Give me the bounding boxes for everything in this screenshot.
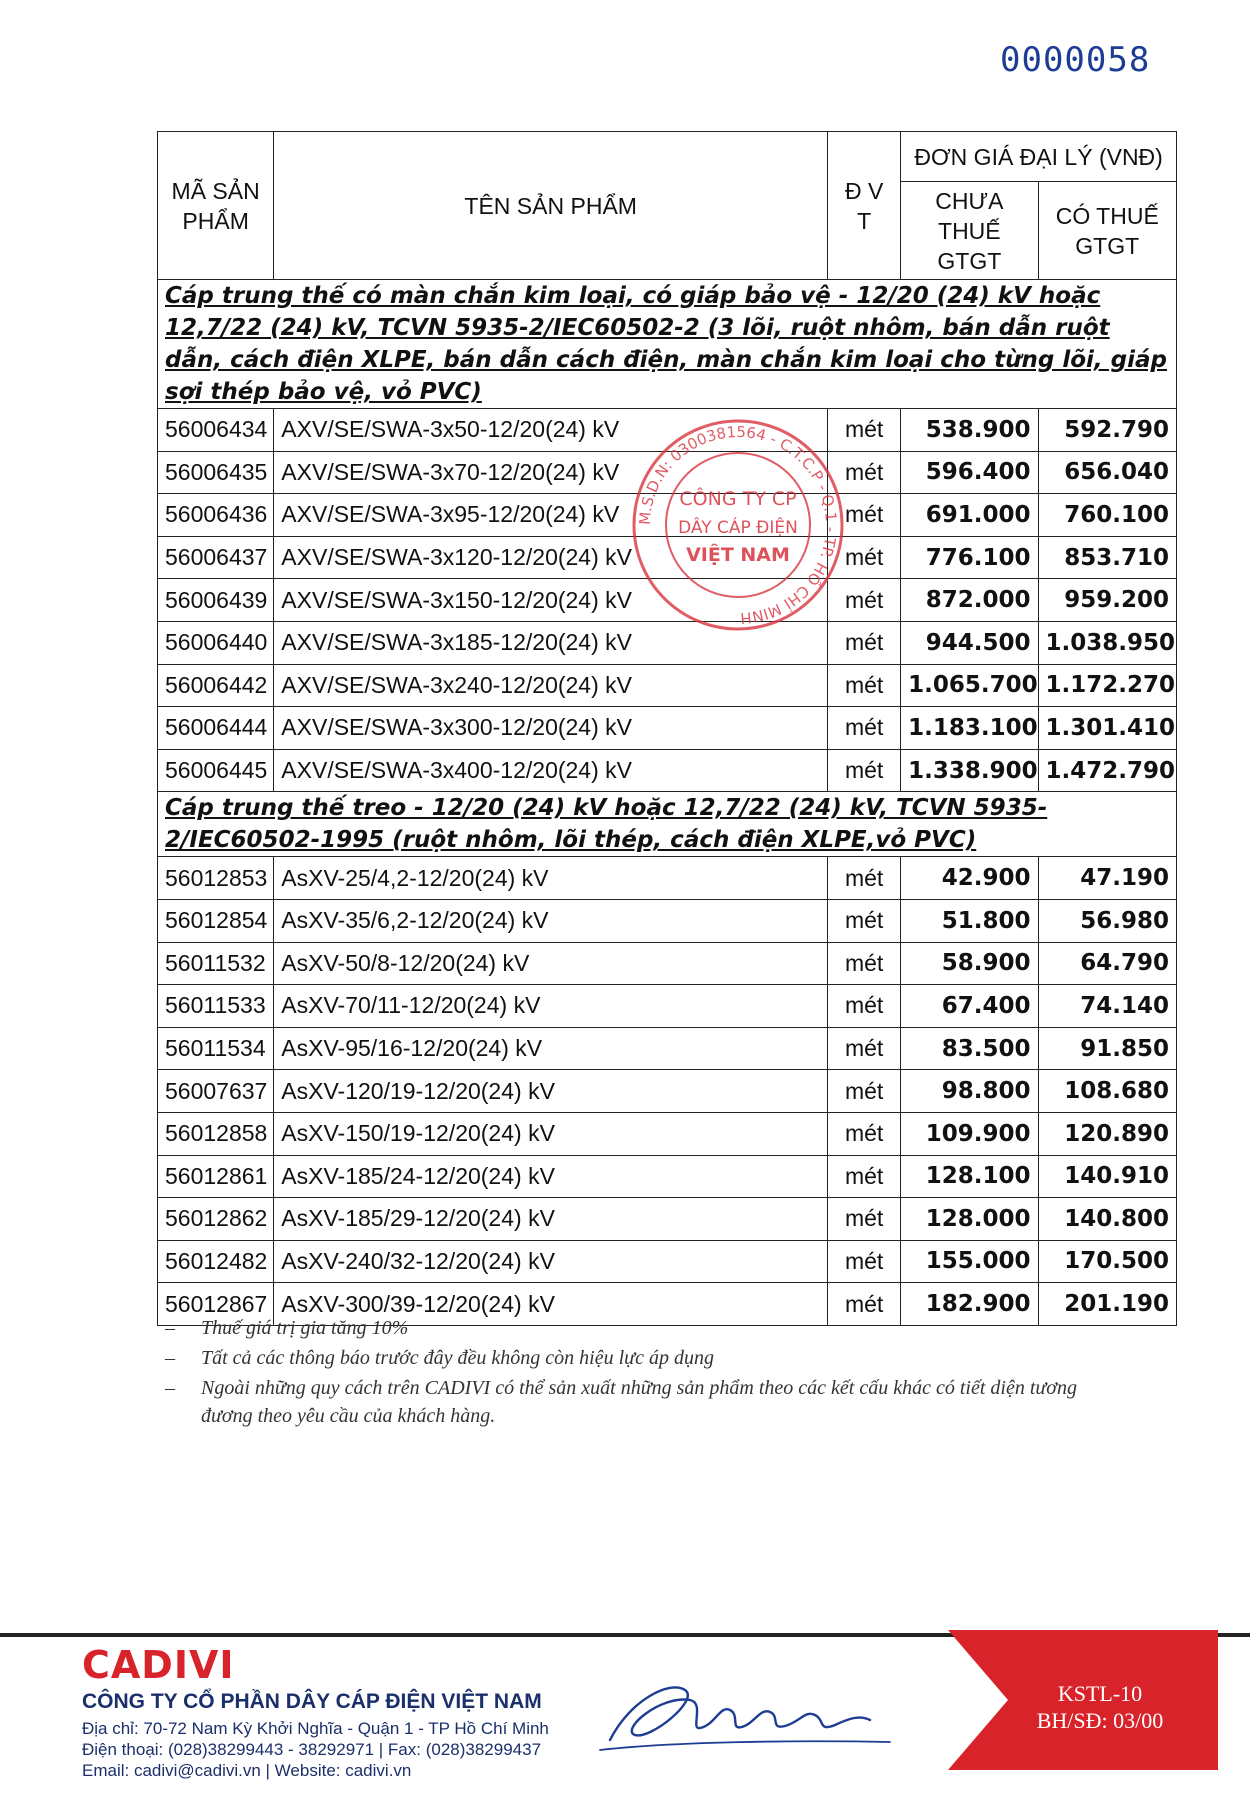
- unit: mét: [828, 985, 901, 1028]
- product-code: 56012482: [158, 1240, 274, 1283]
- product-name: AsXV-185/29-12/20(24) kV: [274, 1198, 828, 1241]
- unit: mét: [828, 451, 901, 494]
- note-text: Thuế giá trị gia tăng 10%: [201, 1317, 409, 1339]
- product-row: [158, 1112, 1177, 1155]
- product-code: 56006440: [158, 621, 274, 664]
- company-address: Địa chỉ: 70-72 Nam Kỳ Khởi Nghĩa - Quận 1 - TP Hồ Chí Minh: [82, 1719, 549, 1738]
- price-before-tax: 58.900: [901, 942, 1038, 985]
- stamp-line-2: DÂY CÁP ĐIỆN: [678, 518, 798, 538]
- section-header-row: [158, 280, 1177, 409]
- product-row: [158, 749, 1177, 792]
- product-name: AsXV-150/19-12/20(24) kV: [274, 1112, 828, 1155]
- stamp-ring-text: M.S.D.N: 0300381564 - C.T.C.P - Q.1 - TP. HỒ CHÍ MINH: [635, 422, 841, 628]
- note-item: – Tất cả các thông báo trước đây đều không còn hiệu lực áp dụng: [165, 1347, 714, 1369]
- product-name: AXV/SE/SWA-3x50-12/20(24) kV: [274, 409, 828, 452]
- price-after-tax: 1.301.410: [1038, 707, 1177, 750]
- price-before-tax: 109.900: [901, 1112, 1038, 1155]
- unit: mét: [828, 857, 901, 900]
- price-before-tax: 944.500: [901, 621, 1038, 664]
- price-before-tax: 776.100: [901, 536, 1038, 579]
- product-name: AsXV-25/4,2-12/20(24) kV: [274, 857, 828, 900]
- unit: mét: [828, 494, 901, 537]
- product-code: 56006435: [158, 451, 274, 494]
- company-email: Email: cadivi@cadivi.vn | Website: cadivi.vn: [82, 1761, 412, 1780]
- product-row: [158, 1155, 1177, 1198]
- price-after-tax: 656.040: [1038, 451, 1177, 494]
- header-unit: Đ V T: [828, 132, 901, 280]
- product-row: [158, 899, 1177, 942]
- company-name: CÔNG TY CỔ PHẦN DÂY CÁP ĐIỆN VIỆT NAM: [82, 1690, 542, 1713]
- document-number: 0000058: [1000, 40, 1151, 80]
- price-before-tax: 155.000: [901, 1240, 1038, 1283]
- header-price-group: ĐƠN GIÁ ĐẠI LÝ (VNĐ): [901, 132, 1177, 182]
- price-before-tax: 1.183.100: [901, 707, 1038, 750]
- company-phone: Điện thoại: (028)38299443 - 38292971 | Fax: (028)38299437: [82, 1740, 542, 1759]
- company-contact: [82, 1718, 549, 1781]
- price-after-tax: 959.200: [1038, 579, 1177, 622]
- price-before-tax: 691.000: [901, 494, 1038, 537]
- price-before-tax: 872.000: [901, 579, 1038, 622]
- price-table: [157, 131, 1177, 1326]
- price-after-tax: 140.800: [1038, 1198, 1177, 1241]
- product-code: 56006434: [158, 409, 274, 452]
- price-before-tax: 128.000: [901, 1198, 1038, 1241]
- price-after-tax: 120.890: [1038, 1112, 1177, 1155]
- section-title: Cáp trung thế treo - 12/20 (24) kV hoặc 12,7/22 (24) kV, TCVN 5935-2/IEC60502-1995 (ruột nhôm, lõi thép, cách điện XLPE,vỏ PVC): [158, 792, 1177, 857]
- unit: mét: [828, 1198, 901, 1241]
- price-before-tax: 1.338.900: [901, 749, 1038, 792]
- price-before-tax: 128.100: [901, 1155, 1038, 1198]
- cadivi-logo: CADIVI: [82, 1643, 235, 1687]
- product-name: AXV/SE/SWA-3x120-12/20(24) kV: [274, 536, 828, 579]
- price-after-tax: 592.790: [1038, 409, 1177, 452]
- product-name: AsXV-120/19-12/20(24) kV: [274, 1070, 828, 1113]
- stamp-line-1: CÔNG TY CP: [679, 488, 797, 510]
- product-code: 56006445: [158, 749, 274, 792]
- product-row: [158, 1027, 1177, 1070]
- price-after-tax: 760.100: [1038, 494, 1177, 537]
- header-product-code: MÃ SẢN PHẨM: [158, 132, 274, 280]
- product-name: AXV/SE/SWA-3x300-12/20(24) kV: [274, 707, 828, 750]
- unit: mét: [828, 1240, 901, 1283]
- unit: mét: [828, 621, 901, 664]
- product-name: AsXV-70/11-12/20(24) kV: [274, 985, 828, 1028]
- price-before-tax: 596.400: [901, 451, 1038, 494]
- price-after-tax: 140.910: [1038, 1155, 1177, 1198]
- price-after-tax: 170.500: [1038, 1240, 1177, 1283]
- product-code: 56012854: [158, 899, 274, 942]
- form-code-block: [1010, 1680, 1190, 1734]
- notes-list: [165, 1314, 1125, 1432]
- price-after-tax: 1.472.790: [1038, 749, 1177, 792]
- note-text: Tất cả các thông báo trước đây đều không còn hiệu lực áp dụng: [201, 1347, 714, 1369]
- product-code: 56012861: [158, 1155, 274, 1198]
- price-before-tax: 1.065.700: [901, 664, 1038, 707]
- price-before-tax: 538.900: [901, 409, 1038, 452]
- price-after-tax: 91.850: [1038, 1027, 1177, 1070]
- product-code: 56006442: [158, 664, 274, 707]
- product-row: [158, 1240, 1177, 1283]
- unit: mét: [828, 579, 901, 622]
- product-name: AXV/SE/SWA-3x95-12/20(24) kV: [274, 494, 828, 537]
- price-before-tax: 182.900: [901, 1283, 1038, 1326]
- unit: mét: [828, 749, 901, 792]
- note-item: – Thuế giá trị gia tăng 10%: [165, 1317, 409, 1339]
- product-code: 56006439: [158, 579, 274, 622]
- product-code: 56012867: [158, 1283, 274, 1326]
- product-name: AsXV-185/24-12/20(24) kV: [274, 1155, 828, 1198]
- price-before-tax: 98.800: [901, 1070, 1038, 1113]
- product-name: AXV/SE/SWA-3x70-12/20(24) kV: [274, 451, 828, 494]
- product-name: AsXV-35/6,2-12/20(24) kV: [274, 899, 828, 942]
- product-row: [158, 1198, 1177, 1241]
- stamp-line-3: VIỆT NAM: [686, 544, 790, 566]
- unit: mét: [828, 1112, 901, 1155]
- form-code: KSTL-10: [1057, 1681, 1143, 1706]
- section-title: Cáp trung thế có màn chắn kim loại, có giáp bảo vệ - 12/20 (24) kV hoặc 12,7/22 (24) kV, TCVN 5935-2/IEC60502-2 (3 lõi, ruột nhôm, bán dẫn ruột dẫn, cách điện XLPE, bán dẫn cách điện, màn chắn kim loại cho từng lõi, giáp sợi thép bảo vệ, vỏ PVC): [158, 280, 1177, 409]
- price-after-tax: 74.140: [1038, 985, 1177, 1028]
- product-row: [158, 707, 1177, 750]
- product-name: AsXV-50/8-12/20(24) kV: [274, 942, 828, 985]
- price-after-tax: 47.190: [1038, 857, 1177, 900]
- price-before-tax: 83.500: [901, 1027, 1038, 1070]
- price-after-tax: 853.710: [1038, 536, 1177, 579]
- unit: mét: [828, 536, 901, 579]
- unit: mét: [828, 707, 901, 750]
- product-name: AXV/SE/SWA-3x150-12/20(24) kV: [274, 579, 828, 622]
- product-code: 56012858: [158, 1112, 274, 1155]
- product-row: [158, 985, 1177, 1028]
- product-row: [158, 942, 1177, 985]
- unit: mét: [828, 409, 901, 452]
- unit: mét: [828, 1155, 901, 1198]
- product-code: 56011532: [158, 942, 274, 985]
- price-after-tax: 1.038.950: [1038, 621, 1177, 664]
- product-code: 56007637: [158, 1070, 274, 1113]
- unit: mét: [828, 942, 901, 985]
- unit: mét: [828, 1070, 901, 1113]
- unit: mét: [828, 899, 901, 942]
- unit: mét: [828, 664, 901, 707]
- product-code: 56011533: [158, 985, 274, 1028]
- product-name: AXV/SE/SWA-3x240-12/20(24) kV: [274, 664, 828, 707]
- product-code: 56012862: [158, 1198, 274, 1241]
- price-after-tax: 64.790: [1038, 942, 1177, 985]
- unit: mét: [828, 1027, 901, 1070]
- header-price-after-tax: CÓ THUẾ GTGT: [1038, 182, 1177, 280]
- product-code: 56011534: [158, 1027, 274, 1070]
- unit: mét: [828, 1283, 901, 1326]
- price-before-tax: 42.900: [901, 857, 1038, 900]
- product-code: 56012853: [158, 857, 274, 900]
- product-name: AsXV-240/32-12/20(24) kV: [274, 1240, 828, 1283]
- header-price-before-tax: CHƯA THUẾ GTGT: [901, 182, 1038, 280]
- product-row: [158, 1070, 1177, 1113]
- product-name: AsXV-95/16-12/20(24) kV: [274, 1027, 828, 1070]
- price-after-tax: 1.172.270: [1038, 664, 1177, 707]
- price-after-tax: 108.680: [1038, 1070, 1177, 1113]
- price-before-tax: 67.400: [901, 985, 1038, 1028]
- note-item: – Ngoài những quy cách trên CADIVI có thể sản xuất những sản phẩm theo các kết cấu khác có tiết diện tương đương theo yêu cầu của khách hàng.: [165, 1377, 1077, 1427]
- product-name: AXV/SE/SWA-3x400-12/20(24) kV: [274, 749, 828, 792]
- product-code: 56006436: [158, 494, 274, 537]
- company-stamp: [628, 415, 848, 635]
- price-after-tax: 201.190: [1038, 1283, 1177, 1326]
- product-row: [158, 857, 1177, 900]
- product-row: [158, 664, 1177, 707]
- product-name: AXV/SE/SWA-3x185-12/20(24) kV: [274, 621, 828, 664]
- price-before-tax: 51.800: [901, 899, 1038, 942]
- product-code: 56006444: [158, 707, 274, 750]
- product-name: AsXV-300/39-12/20(24) kV: [274, 1283, 828, 1326]
- product-code: 56006437: [158, 536, 274, 579]
- section-header-row: [158, 792, 1177, 857]
- header-product-name: TÊN SẢN PHẨM: [274, 132, 828, 280]
- signature: [590, 1670, 910, 1760]
- form-revision: BH/SĐ: 03/00: [1036, 1708, 1164, 1733]
- price-after-tax: 56.980: [1038, 899, 1177, 942]
- note-text: Ngoài những quy cách trên CADIVI có thể sản xuất những sản phẩm theo các kết cấu khác có tiết diện tương đương theo yêu cầu của khách hàng.: [201, 1377, 1077, 1427]
